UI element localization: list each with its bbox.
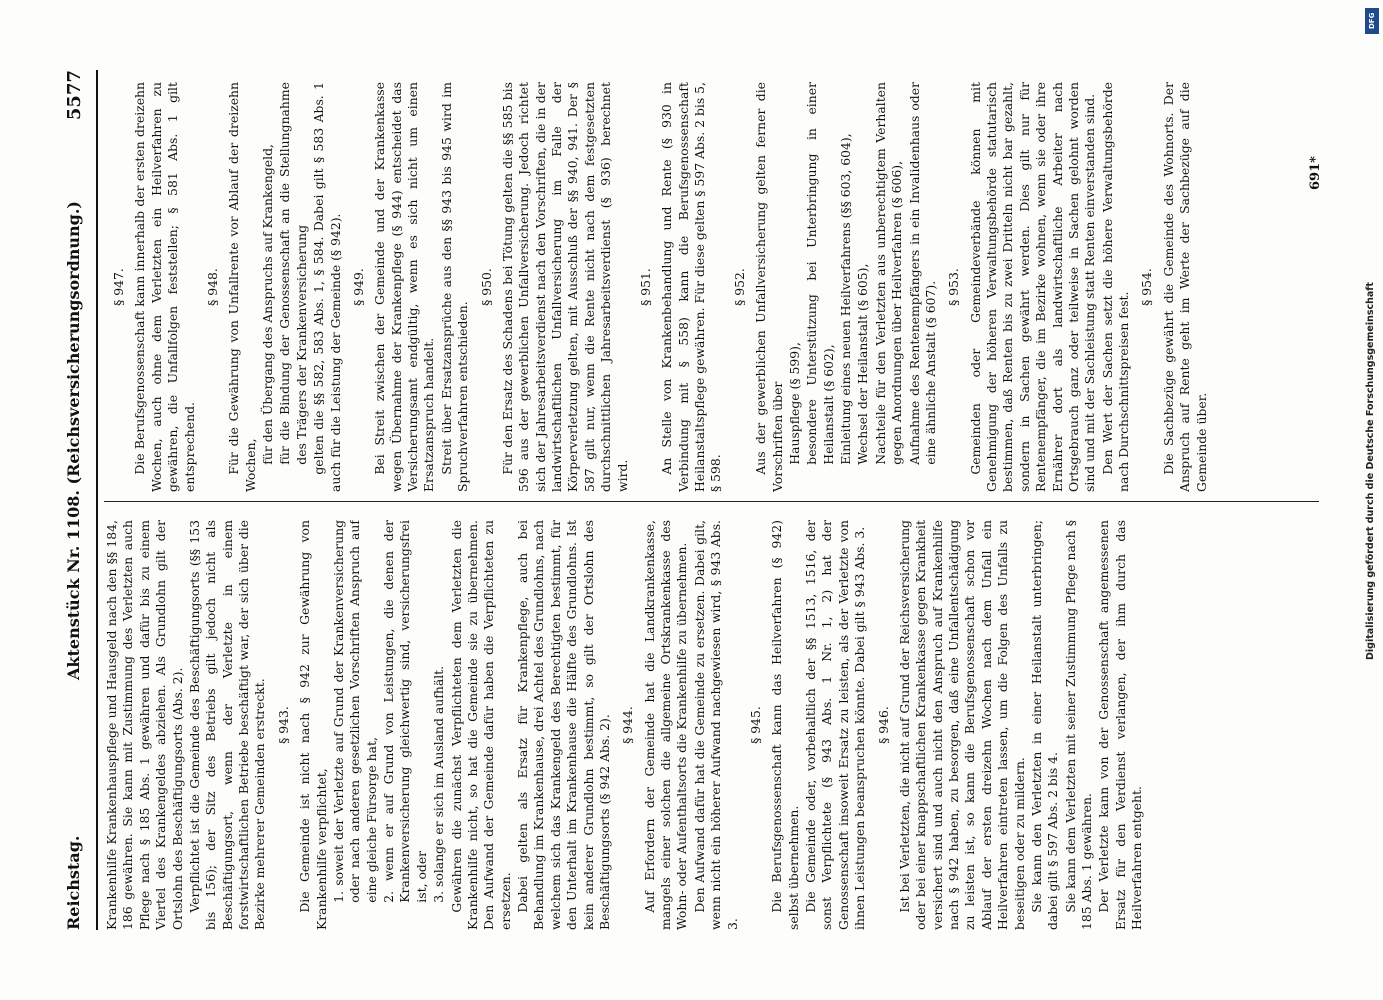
section-heading: § 947.: [111, 268, 126, 306]
paragraph: Sie kann dem Verletzten mit seiner Zustimmung Pflege nach § 185 Abs. 1 gewähren.: [1062, 520, 1094, 930]
list-item: Aufnahme des Rentenempfängers in ein Invalidenhaus oder eine ähnliche Anstalt (§ 607).: [906, 82, 938, 465]
signature-mark: 691*: [1308, 156, 1323, 190]
list-item: 3. solange er sich im Ausland aufhält.: [431, 665, 447, 903]
section-heading: § 948.: [204, 268, 220, 306]
paragraph: Krankenhilfe Krankenhauspflege und Hausgeld nach den §§ 184, 186 gewähren. Sie kann mit Zustimmung des Verletzten auch Pflege nach § 185 Abs. 1 gewähren und dafür bis zu einem Viertel des Krankengeldes abziehen. Als Grundlohn gilt der Ortslohn des Beschäftigungsorts (Abs. 2).: [104, 520, 185, 930]
list-item: 2. wenn er auf Grund von Leistungen, die denen der Krankenversicherung gleichwertig sind, versicherungsfrei ist, oder: [381, 520, 429, 903]
paragraph: Dabei gelten als Ersatz für Krankenpflege, auch bei Behandlung im Krankenhause, drei Achtel des Grundlohns, nach welchem sich das Krankengeld des Berechtigten bestimmt, für den Unterhalt im Krankenhause die Hälfte des Grundlohns. Ist kein anderer Grundlohn bestimmt, so gilt der Ortslohn des Beschäftigungsorts (§ 942 Abs. 2).: [515, 520, 612, 930]
section-heading: § 949.: [350, 268, 366, 306]
funding-note: Digitalisierung gefördert durch die Deutsche Forschungsgemeinschaft: [1365, 282, 1376, 660]
left-column: [104, 520, 1319, 930]
rotated-page: [56, 70, 1336, 930]
paragraph: Für den Ersatz des Schadens bei Tötung gelten die §§ 585 bis 596 aus der gewerblichen Unfallversicherung. Jedoch richtet sich der Jahresarbeitsverdienst nach den Vorschriften, die in der landwirtschaftlichen Unfallversicherung im Falle der Körperverletzung gelten, mit Ausschluß der §§ 940, 941. Der § 587 gilt nur, wenn die Rente nicht nach dem festgesetzten durchschnittlichen Jahresarbeitsverdienst (§ 936) berechnet wird.: [499, 82, 630, 492]
paragraph: Den Aufwand dafür hat die Gemeinde zu ersetzen. Dabei gilt, wenn nicht ein höherer Aufwand nachgewiesen wird, § 943 Abs. 3.: [691, 520, 740, 930]
section-heading: § 954.: [1139, 268, 1155, 306]
dfg-badge: DFG: [1365, 8, 1379, 34]
header-left: Reichstag.: [64, 835, 83, 930]
list-item: Wechsel der Heilanstalt (§ 605),: [855, 263, 871, 465]
paragraph: gelten die §§ 582, 583 Abs. 1, § 584. Dabei gilt § 583 Abs. 1 auch für die Leistung der Gemeinde (§ 942).: [311, 82, 343, 492]
list-item: für die Bindung der Genossenschaft an die Stellungnahme des Trägers der Krankenversicherung: [277, 82, 309, 465]
list-item: für den Übergang des Anspruchs auf Krankengeld,: [260, 144, 275, 465]
paragraph: Ist bei Verletzten, die nicht auf Grund der Reichsversicherung oder bei einer knappschaftlichen Krankenkasse gegen Krankheit versichert sind und auch nicht den Anspruch auf Krankenhilfe nach § 942 haben, zu besorgen, daß eine Unfallentschädigung zu leisten ist, so kann die Berufsgenossenschaft schon vor Ablauf der ersten dreizehn Wochen nach dem Unfall ein Heilverfahren eintreten lassen, um die Folgen des Unfalls zu beseitigen oder zu mildern.: [896, 520, 1027, 930]
paragraph: Die Sachbezüge gewährt die Gemeinde des Wohnorts. Der Anspruch auf Rente geht im Werte der Sachbezüge auf die Gemeinde über.: [1160, 82, 1209, 492]
list-item: 1. soweit der Verletzte auf Grund der Krankenversicherung oder nach anderen gesetzlichen Vorschriften Anspruch auf eine gleiche Fürsorge hat,: [330, 520, 379, 903]
list-item: Einleitung eines neuen Heilverfahrens (§§ 603, 604),: [838, 133, 853, 465]
paragraph: Auf Erfordern der Gemeinde hat die Landkrankenkasse, mangels einer solchen die allgemeine Ortskrankenkasse des Wohn- oder Aufenthaltsorts die Krankenhilfe zu übernehmen.: [641, 520, 690, 930]
paragraph: Aus der gewerblichen Unfallversicherung gelten ferner die Vorschriften über: [753, 82, 785, 492]
right-column: [104, 82, 1319, 492]
list-item: besondere Unterstützung bei Unterbringung in einer Heilanstalt (§ 602),: [804, 82, 836, 465]
paragraph: Sie kann den Verletzten in einer Heilanstalt unterbringen; dabei gilt § 597 Abs. 2 bis 4.: [1028, 520, 1061, 930]
section-heading: § 944.: [620, 706, 636, 744]
paragraph: Der Verletzte kann von der Genossenschaft angemessenen Ersatz für den Verdienst verlangen, der ihm durch das Heilverfahren entgeht.: [1096, 520, 1145, 930]
column-divider: [104, 501, 1319, 502]
section-heading: § 953.: [946, 268, 962, 306]
paragraph: Gemeinden oder Gemeindeverbände können mit Genehmigung der höheren Verwaltungsbehörde statutarisch bestimmen, daß Renten bis zu zwei Dritteln nicht bar gezahlt, sondern in Sachen gewährt werden. Dies gilt nur für Rentenempfänger, die im Bezirke wohnen, wenn sie oder ihre Ernährer dort als landwirtschaftliche Arbeiter nach Ortsgebrauch ganz oder teilweise in Sachen gelohnt worden sind und mit der Sachleistung statt Renten einverstanden sind.: [967, 82, 1098, 492]
header-rule: [96, 70, 98, 930]
paragraph: Gewähren die zunächst Verpflichteten dem Verletzten die Krankenhilfe nicht, so hat die Gemeinde sie zu übernehmen. Den Aufwand der Gemeinde dafür haben die Verpflichteten zu ersetzen.: [448, 520, 513, 930]
paragraph: Die Berufsgenossenschaft kann das Heilverfahren (§ 942) selbst übernehmen.: [769, 520, 801, 930]
paragraph: Streit über Ersatzansprüche aus den §§ 943 bis 945 wird im Spruchverfahren entschieden.: [438, 82, 471, 492]
list-item: Nachteile für den Verletzten aus unberechtigtem Verhalten gegen Anordnungen über Heilverfahren (§ 606),: [872, 82, 905, 465]
section-heading: § 943.: [275, 706, 291, 744]
section-heading: § 945.: [747, 706, 763, 744]
paragraph: Bei Streit zwischen der Gemeinde und der Krankenkasse wegen Übernahme der Krankenpflege (§ 944) entscheidet das Versicherungsamt endgültig, wenn es sich nicht um einen Ersatzanspruch handelt.: [372, 82, 437, 492]
section-heading: § 950.: [478, 268, 494, 306]
paragraph: Für die Gewährung von Unfallrente vor Ablauf der dreizehn Wochen,: [226, 82, 258, 492]
running-header: [56, 70, 98, 930]
header-title: Aktenstück Nr. 1108. (Reichsversicherungsordnung.): [64, 201, 83, 680]
paragraph: Den Wert der Sachen setzt die höhere Verwaltungsbehörde nach Durchschnittspreisen fest.: [1099, 82, 1131, 492]
list-item: Hauspflege (§ 599),: [786, 342, 802, 465]
section-heading: § 946.: [875, 706, 891, 744]
paragraph: An Stelle von Krankenbehandlung und Rente (§ 930 in Verbindung mit § 558) kann die Berufsgenossenschaft Heilanstaltspflege gewähren. Für diese gelten § 597 Abs. 2 bis 5, § 598.: [659, 82, 724, 492]
section-heading: § 952.: [731, 268, 747, 306]
paragraph: Verpflichtet ist die Gemeinde des Beschäftigungsorts (§§ 153 bis 156); der Sitz des Betriebs gilt jedoch nicht als Beschäftigungsort, wenn der Verletzte in einem forstwirtschaftlichen Betriebe beschäftigt war, der sich über die Bezirke mehrerer Gemeinden erstreckt.: [186, 520, 268, 930]
section-heading: § 951.: [637, 268, 653, 306]
page-number: 5577: [64, 70, 85, 121]
paragraph: Die Berufsgenossenschaft kann innerhalb der ersten dreizehn Wochen, auch ohne dem Verletzten ein Heilverfahren zu gewähren, die Unfallfolgen feststellen; § 581 Abs. 1 gilt entsprechend.: [132, 82, 197, 492]
paragraph: Die Gemeinde oder, vorbehaltlich der §§ 1513, 1516, der sonst Verpflichtete (§ 943 Abs. 1 Nr. 1, 2) hat der Genossenschaft insoweit Ersatz zu leisten, als der Verletzte von ihnen Leistungen beanspruchen könnte. Dabei gilt § 943 Abs. 3.: [803, 520, 868, 930]
paragraph: Die Gemeinde ist nicht nach § 942 zur Gewährung von Krankenhilfe verpflichtet,: [297, 520, 329, 930]
